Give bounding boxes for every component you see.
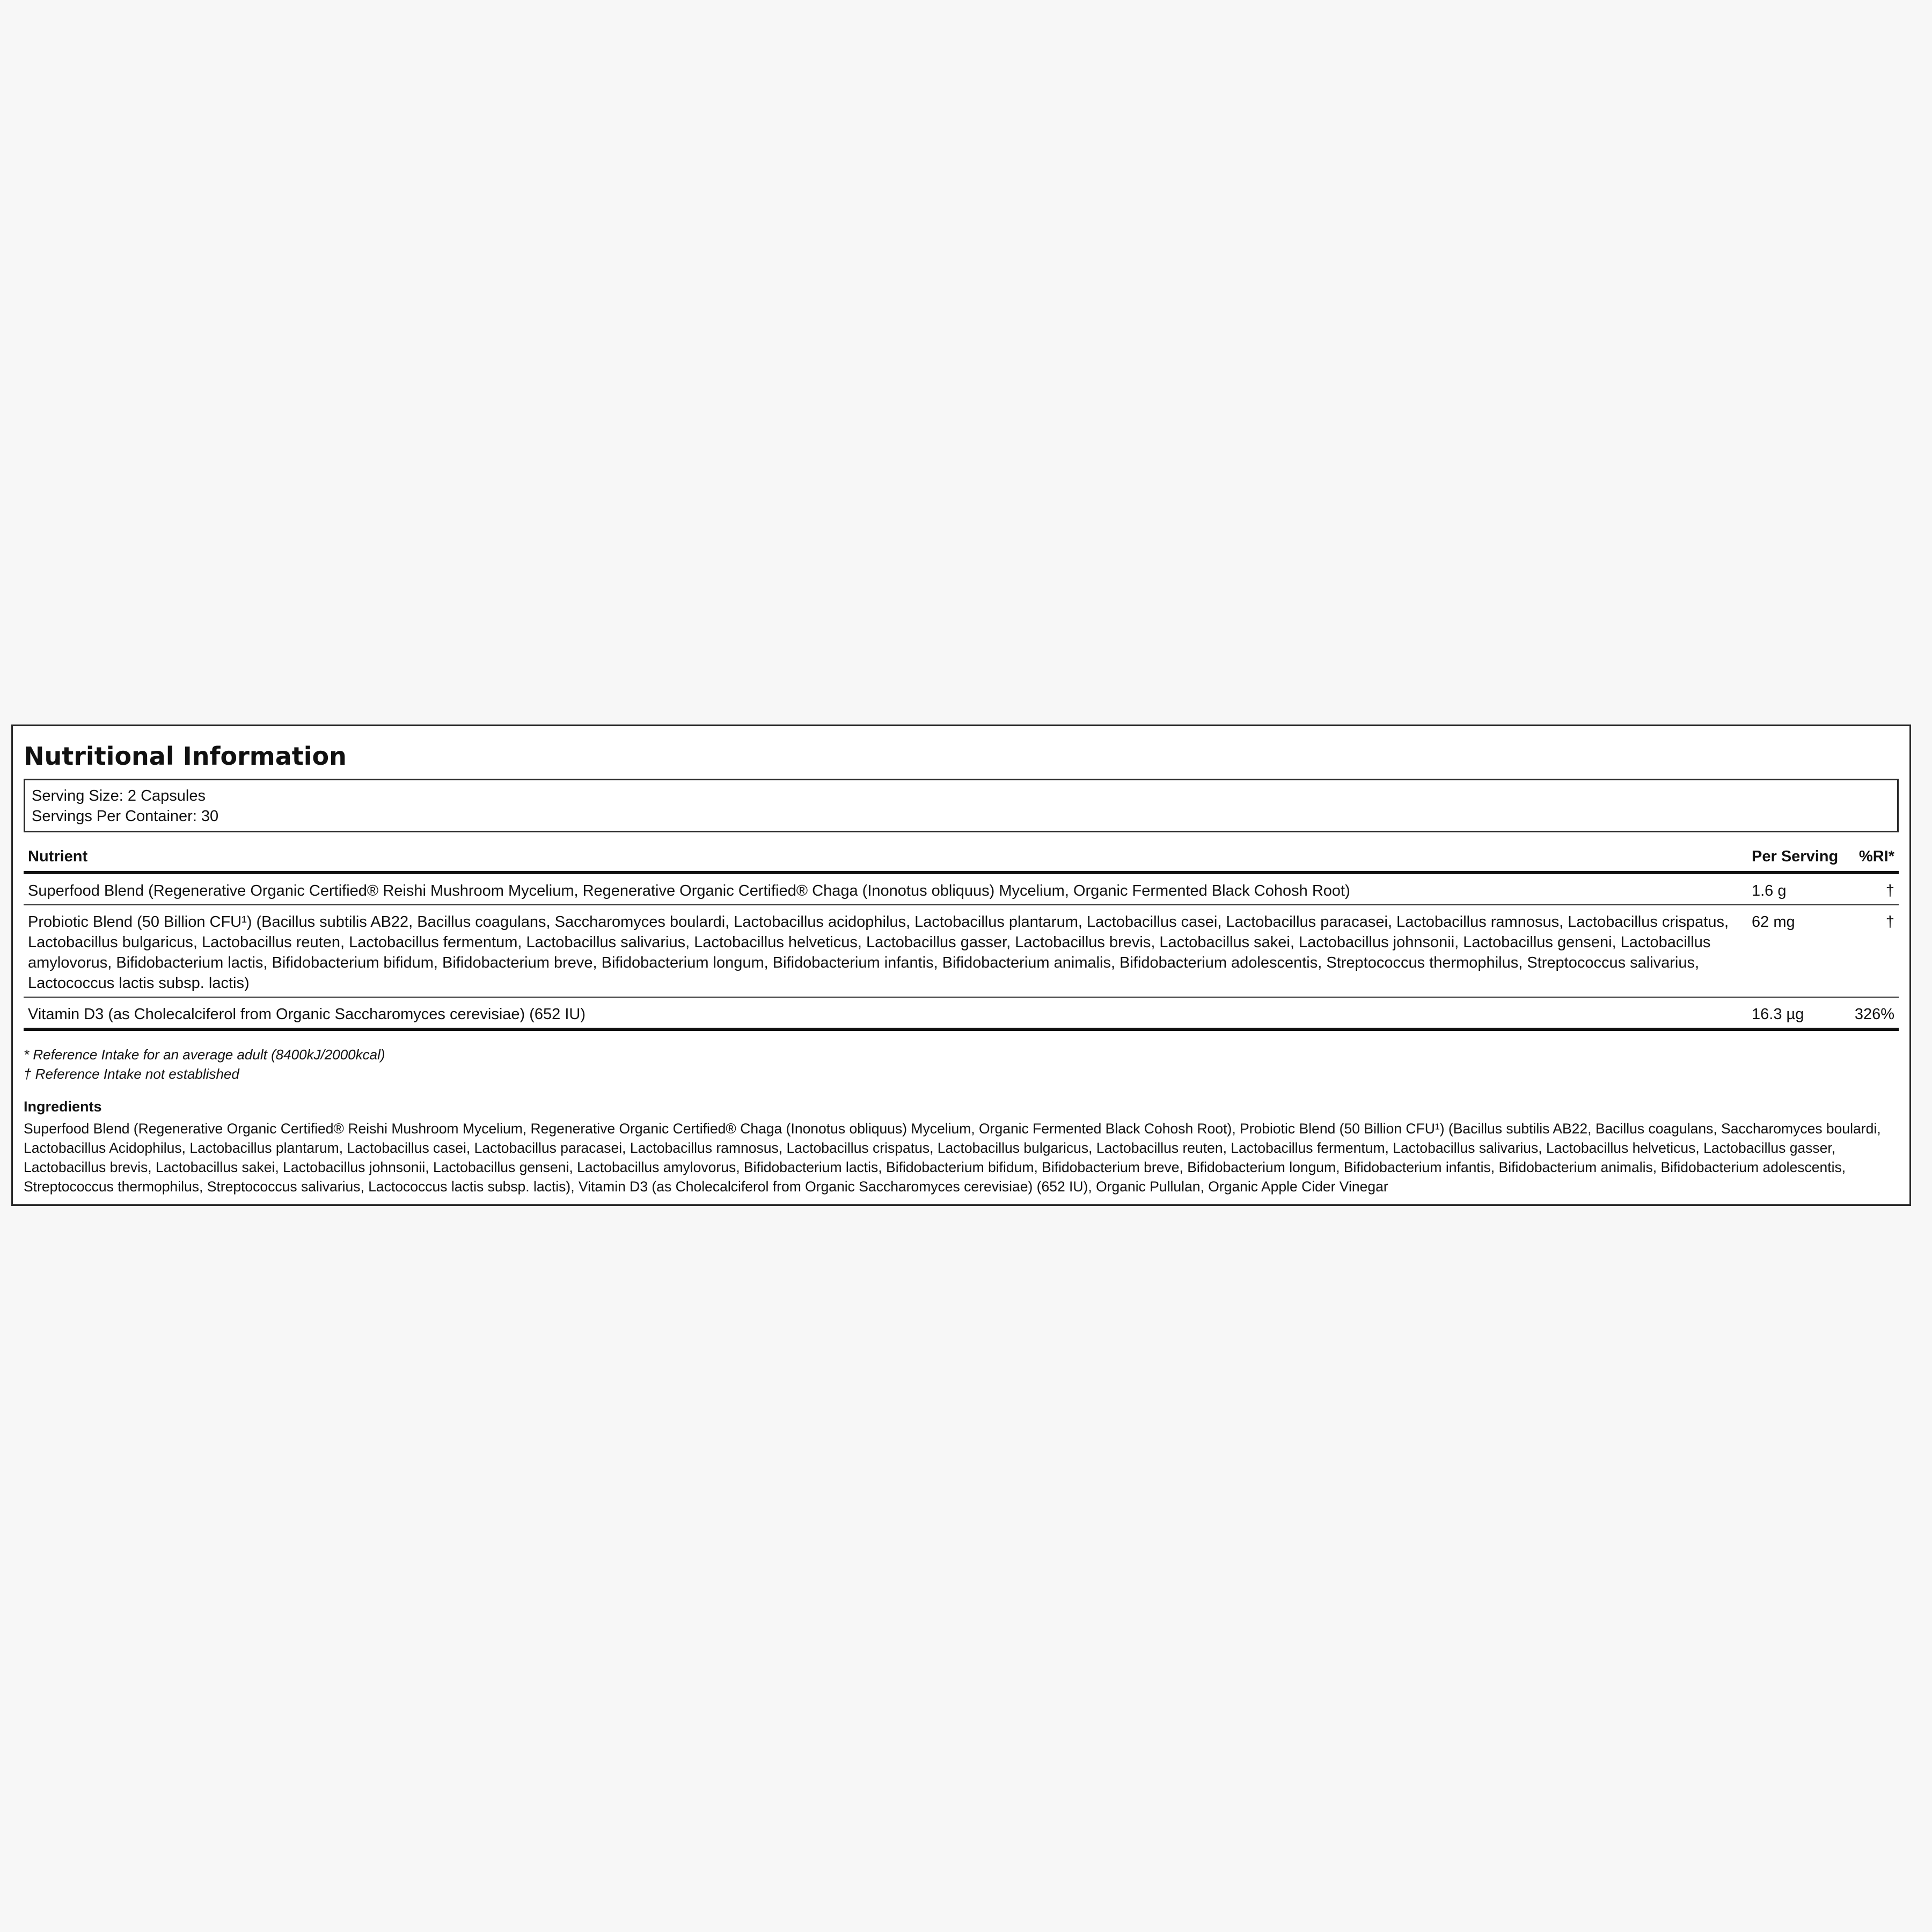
dagger-footnote: † Reference Intake not established bbox=[24, 1066, 239, 1082]
nutrient-name: Superfood Blend (Regenerative Organic Certified® Reishi Mushroom Mycelium, Regenerative Organic Certified® Chaga (Inonotus obliquus) Mycelium, Organic Fermented Black Cohosh Root) bbox=[24, 873, 1747, 905]
nutrient-per-serving: 16.3 µg bbox=[1747, 997, 1847, 1029]
nutrient-ri: † bbox=[1847, 873, 1899, 905]
nutrient-name: Probiotic Blend (50 Billion CFU¹) (Bacillus subtilis AB22, Bacillus coagulans, Saccharomyces boulardi, Lactobacillus acidophilus, Lactobacillus plantarum, Lactobacillus casei, Lactobacillus paracasei, Lactobacillus ramnosus, Lactobacillus crispatus, Lactobacillus bulgaricus, Lactobacillus reuten, Lactobacillus fermentum, Lactobacillus salivarius, Lactobacillus helveticus, Lactobacillus gasser, Lactobacillus brevis, Lactobacillus sakei, Lactobacillus johnsonii, Lactobacillus genseni, Lactobacillus amylovorus, Bifidobacterium lactis, Bifidobacterium bifidum, Bifidobacterium breve, Bifidobacterium longum, Bifidobacterium infantis, Bifidobacterium animalis, Bifidobacterium adolescentis, Streptococcus thermophilus, Streptococcus salivarius, Lactococcus lactis subsp. lactis) bbox=[24, 905, 1747, 997]
nutrient-ri: † bbox=[1847, 905, 1899, 997]
footnotes bbox=[24, 1045, 1899, 1084]
nutrient-per-serving: 1.6 g bbox=[1747, 873, 1847, 905]
servings-per-container: Servings Per Container: 30 bbox=[32, 808, 219, 825]
table-header-row bbox=[24, 843, 1899, 873]
table-row bbox=[24, 873, 1899, 905]
ingredients-text: Superfood Blend (Regenerative Organic Certified® Reishi Mushroom Mycelium, Regenerative Organic Certified® Chaga (Inonotus obliquus) Mycelium, Organic Fermented Black Cohosh Root), Probiotic Blend (50 Billion CFU¹) (Bacillus subtilis AB22, Bacillus coagulans, Saccharomyces boulardi, Lactobacillus Acidophilus, Lactobacillus plantarum, Lactobacillus casei, Lactobacillus paracasei, Lactobacillus ramnosus, Lactobacillus crispatus, Lactobacillus bulgaricus, Lactobacillus reuten, Lactobacillus fermentum, Lactobacillus salivarius, Lactobacillus helveticus, Lactobacillus gasser, Lactobacillus brevis, Lactobacillus sakei, Lactobacillus johnsonii, Lactobacillus genseni, Lactobacillus amylovorus, Bifidobacterium lactis, Bifidobacterium bifidum, Bifidobacterium breve, Bifidobacterium longum, Bifidobacterium infantis, Bifidobacterium animalis, Bifidobacterium adolescentis, Streptococcus thermophilus, Streptococcus salivarius, Lactococcus lactis subsp. lactis), Vitamin D3 (as Cholecalciferol from Organic Saccharomyces cerevisiae) (652 IU), Organic Pullulan, Organic Apple Cider Vinegar bbox=[24, 1121, 1881, 1195]
header-per-serving: Per Serving bbox=[1747, 843, 1847, 873]
header-nutrient: Nutrient bbox=[24, 843, 1747, 873]
header-ri: %RI* bbox=[1847, 843, 1899, 873]
nutrient-ri: 326% bbox=[1847, 997, 1899, 1029]
ingredients-heading: Ingredients bbox=[24, 1099, 102, 1115]
table-row bbox=[24, 905, 1899, 997]
ri-footnote: * Reference Intake for an average adult (8400kJ/2000kcal) bbox=[24, 1046, 385, 1063]
table-row bbox=[24, 997, 1899, 1029]
nutrient-name: Vitamin D3 (as Cholecalciferol from Organic Saccharomyces cerevisiae) (652 IU) bbox=[24, 997, 1747, 1029]
serving-size: Serving Size: 2 Capsules bbox=[32, 787, 206, 804]
serving-info-box bbox=[24, 779, 1899, 832]
label-title: Nutritional Information bbox=[24, 742, 347, 771]
nutrient-table bbox=[24, 843, 1899, 1031]
nutrient-per-serving: 62 mg bbox=[1747, 905, 1847, 997]
nutrition-label-panel bbox=[11, 724, 1911, 1206]
